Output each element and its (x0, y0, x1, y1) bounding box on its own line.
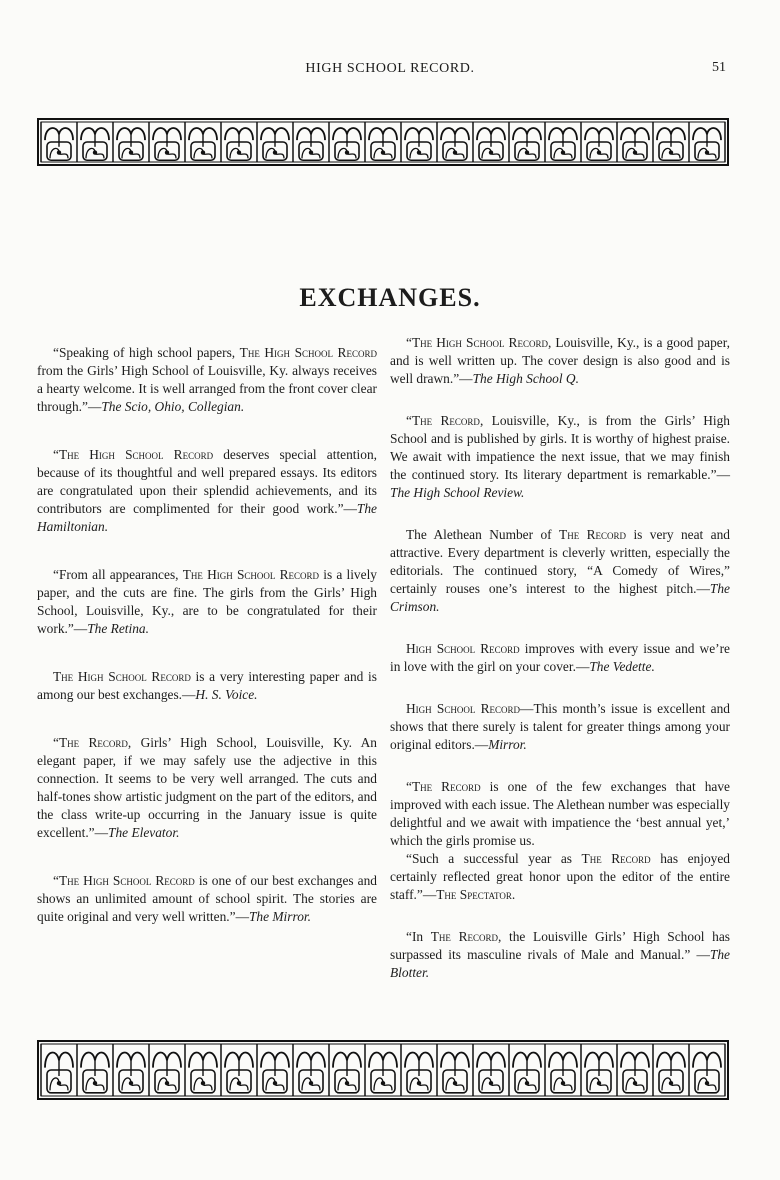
exchange-notice (37, 446, 377, 536)
exchange-notice (390, 334, 730, 388)
ornament-motif (149, 1044, 181, 1096)
publication-name: High School Record (406, 701, 521, 716)
notice-text: is a lively paper, and the cuts are fine. The girls from the Girls’ High School, Louisville, Ky., are to be congratulated for their work.”— (37, 567, 377, 636)
source-citation: The Scio, Ohio, Collegian. (101, 399, 245, 414)
notice-text: “ (53, 735, 59, 750)
ornament-motif (437, 1044, 469, 1096)
notice-text: “Such a successful year as (406, 851, 582, 866)
ornament-motif (689, 122, 721, 162)
notice-text: is a very interesting paper and is among our best exchanges.— (37, 669, 377, 702)
ornament-motif (509, 122, 541, 162)
ornament-motif (257, 122, 289, 162)
publication-name: The High School Record (182, 567, 320, 582)
notice-text: is very neat and attractive. Every department is cleverly written, especially the editorials. The continued story, “A Comedy of Wires,” certainly rouses one’s interest to the highest pitch.— (390, 527, 730, 596)
publication-name: The High School Record (53, 669, 191, 684)
publication-name: The High School Record (239, 345, 377, 360)
exchange-notice (37, 734, 377, 842)
ornament-motif (617, 122, 649, 162)
exchange-notice (390, 700, 730, 754)
notice-text: “Speaking of high school papers, (53, 345, 240, 360)
source-citation: The Retina. (87, 621, 149, 636)
publication-name: The High School Record (411, 335, 548, 350)
publication-name: High School Record (406, 641, 520, 656)
source-citation: The Blotter. (390, 947, 730, 980)
exchange-notice (390, 778, 730, 850)
ornament-motif (41, 122, 73, 162)
ornament-motif (185, 1044, 217, 1096)
source-citation: The Crimson. (390, 581, 730, 614)
exchange-notice (390, 412, 730, 502)
page-number: 51 (712, 60, 726, 75)
ornament-motif (617, 1044, 649, 1096)
exchange-notice (390, 850, 730, 904)
notice-text: The Alethean Number of (406, 527, 560, 542)
notice-text: , Louisville, Ky., is a good paper, and is well written up. The cover design is also good and is well drawn.”— (390, 335, 730, 386)
ornament-motif (653, 1044, 685, 1096)
source-citation: The Hamiltonian. (37, 501, 377, 534)
source-citation: The Vedette. (589, 659, 655, 674)
ornament-motif (581, 1044, 613, 1096)
source-citation: The High School Review. (390, 485, 525, 500)
ornament-motif (149, 122, 181, 162)
ornamental-border-bottom (37, 1040, 729, 1100)
exchange-notice (390, 640, 730, 676)
notice-text: “ (53, 447, 59, 462)
publication-name: The Record (411, 779, 481, 794)
ornament-motif (365, 1044, 397, 1096)
ornament-motif (113, 122, 145, 162)
exchange-notice (37, 668, 377, 704)
exchange-notice (390, 526, 730, 616)
ornament-motif (113, 1044, 145, 1096)
ornament-motif (257, 1044, 289, 1096)
notice-text: “ (53, 873, 59, 888)
exchange-notice (37, 872, 377, 926)
publication-name: The Record (411, 413, 480, 428)
notice-text: “ (406, 779, 412, 794)
notice-text: improves with every issue and we’re in love with the girl on your cover.— (390, 641, 730, 674)
left-column (37, 344, 377, 926)
source-citation: The High School Q. (472, 371, 579, 386)
notice-text: from the Girls’ High School of Louisville, Ky. always receives a hearty welcome. It is well arranged from the front cover clear through.”— (37, 363, 377, 414)
ornament-motif (329, 1044, 361, 1096)
ornament-motif (185, 122, 217, 162)
source-citation: The Mirror. (248, 909, 311, 924)
ornament-motif (653, 122, 685, 162)
ornament-motif (293, 1044, 325, 1096)
notice-text: , Louisville, Ky., is from the Girls’ High School and is published by girls. It is worthy of highest praise. We await with impatience the next issue, that we may finish the continued story. Its literary department is remarkable.”— (390, 413, 731, 482)
publication-name: The High School Record (58, 447, 214, 462)
ornament-motif (545, 1044, 577, 1096)
notice-text: “From all appearances, (53, 567, 183, 582)
publication-name: The Record (430, 929, 499, 944)
ornament-motif (545, 122, 577, 162)
exchange-notice (37, 344, 377, 416)
source-citation: H. S. Voice. (195, 687, 258, 702)
notice-text: is one of our best exchanges and shows an unlimited amount of school spirit. The stories are quite original and very well written.”— (37, 873, 377, 924)
ornament-motif (473, 122, 505, 162)
page-title: EXCHANGES. (299, 283, 481, 312)
source-citation: Mirror. (488, 737, 527, 752)
notice-text: is one of the few exchanges that have improved with each issue. The Alethean number was especially delightful and we await with impatience the ‘best annual yet,’ which the girls promise us. (390, 779, 730, 848)
notice-text: “ (406, 413, 412, 428)
exchange-notice (390, 928, 730, 982)
right-column (390, 334, 730, 982)
notice-text: “In (406, 929, 431, 944)
ornament-motif (473, 1044, 505, 1096)
ornament-motif (401, 1044, 433, 1096)
notice-text: deserves special attention, because of its thoughtful and well prepared essays. Its editors are congratulated upon their splendid achievements, and its contributors are complimented for their good work.”— (37, 447, 377, 516)
ornament-motif (437, 122, 469, 162)
ornament-motif (401, 122, 433, 162)
notice-text: , Girls’ High School, Louisville, Ky. An elegant paper, if we may safely use the adjective in this connection. It seems to be very well arranged. The cuts and half-tones show artistic judgment on the part of the editors, and the class write-up occurring in the January issue is quite excellent.”— (37, 735, 377, 840)
ornament-motif (221, 1044, 253, 1096)
ornament-motif (41, 1044, 73, 1096)
source-citation: The Elevator. (108, 825, 180, 840)
ornament-motif (329, 122, 361, 162)
ornament-motif (365, 122, 397, 162)
ornament-motif (293, 122, 325, 162)
running-head: HIGH SCHOOL RECORD. (305, 61, 475, 76)
exchange-notice (37, 566, 377, 638)
publication-name: The Record (58, 735, 128, 750)
ornament-motif (689, 1044, 721, 1096)
ornament-motif (581, 122, 613, 162)
ornament-motif (77, 122, 109, 162)
ornament-motif (77, 1044, 109, 1096)
publication-name: The Record (581, 851, 651, 866)
notice-text: , the Louisville Girls’ High School has surpassed its masculine rivals of Male and Manual.” — (390, 929, 730, 962)
notice-text: —This month’s issue is excellent and shows that there surely is talent for greater things among your original editors.— (390, 701, 730, 752)
ornamental-border-top (37, 118, 729, 166)
notice-text: has enjoyed certainly reflected great honor upon the editor of the entire staff.”— (390, 851, 730, 902)
ornament-motif (221, 122, 253, 162)
publication-name: The High School Record (58, 873, 195, 888)
publication-name: The Spectator. (436, 887, 516, 902)
publication-name: The Record (559, 527, 627, 542)
ornament-motif (509, 1044, 541, 1096)
notice-text: “ (406, 335, 412, 350)
